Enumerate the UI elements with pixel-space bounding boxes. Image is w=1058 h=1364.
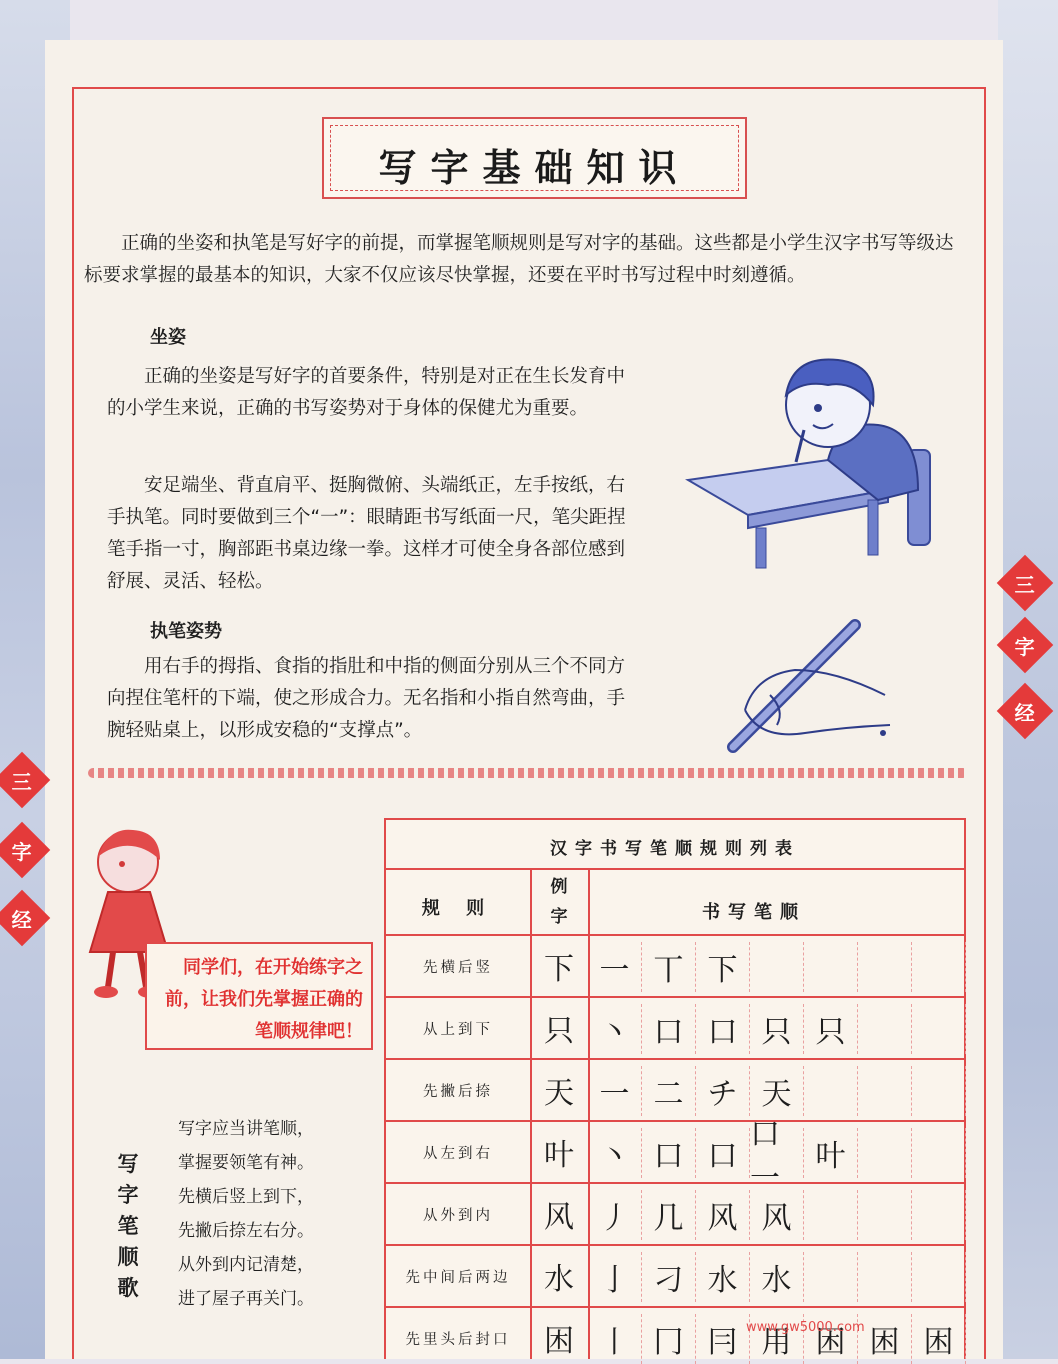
- stroke-cell: 困: [858, 1314, 912, 1364]
- table-row-strokes: [588, 1117, 966, 1196]
- stroke-cell: [804, 942, 858, 992]
- stroke-cell: [750, 942, 804, 992]
- stroke-cell: [858, 1066, 912, 1116]
- badge-san-left: 三: [0, 752, 50, 809]
- stroke-cell: [912, 1004, 966, 1054]
- stroke-cell: 刁: [642, 1252, 696, 1302]
- song-line: 写字应当讲笔顺，: [178, 1119, 314, 1139]
- stroke-cell: 冂: [642, 1314, 696, 1364]
- row-divider: [386, 996, 964, 998]
- wavy-divider: [88, 768, 968, 778]
- stroke-cell: 几: [642, 1190, 696, 1240]
- stroke-cell: 口一: [750, 1128, 804, 1178]
- row-divider: [386, 1120, 964, 1122]
- badge-zi-right: 字: [997, 617, 1054, 674]
- stroke-order-table: [384, 818, 966, 1359]
- stroke-cell: 风: [750, 1190, 804, 1240]
- table-row-rule: 从外到内: [423, 1208, 493, 1224]
- stroke-cell: 二: [642, 1066, 696, 1116]
- stroke-cell: [912, 1190, 966, 1240]
- boy-writing-illustration: [678, 350, 948, 570]
- table-row-example: 水: [544, 1262, 574, 1297]
- stroke-cell: 口: [642, 1128, 696, 1178]
- stroke-cell: 丶: [588, 1128, 642, 1178]
- stroke-cell: 用: [750, 1314, 804, 1364]
- table-row-strokes: [588, 942, 966, 992]
- speech-bubble-text: 同学们，在开始练字之前，让我们先掌握正确的笔顺规律吧！: [165, 957, 363, 1042]
- table-row-example: 只: [544, 1014, 574, 1049]
- right-border-decoration: [998, 0, 1058, 1359]
- stroke-cell: [912, 1252, 966, 1302]
- stroke-cell: 丿: [588, 1190, 642, 1240]
- row-divider: [386, 1182, 964, 1184]
- stroke-cell: 水: [696, 1252, 750, 1302]
- stroke-cell: 口: [642, 1004, 696, 1054]
- table-row-strokes: [588, 1004, 966, 1054]
- table-row-rule: 先撇后捺: [423, 1084, 493, 1100]
- stroke-cell: 亅: [588, 1252, 642, 1302]
- stroke-cell: 叶: [804, 1128, 858, 1178]
- stroke-cell: 只: [804, 1004, 858, 1054]
- stroke-cell: 丅: [642, 942, 696, 992]
- speech-bubble: [145, 942, 373, 1050]
- song-line: 先横后竖上到下，: [178, 1187, 314, 1207]
- badge-san-right: 三: [997, 555, 1054, 612]
- page-title: 写字基础知识: [378, 145, 691, 190]
- song-line: 掌握要领笔有神。: [178, 1153, 314, 1173]
- header-stroke-order: 书写笔顺: [702, 902, 806, 923]
- sitting-paragraph-2: 安足端坐、背直肩平、挺胸微俯、头端纸正，左手按纸，右手执笔。同时要做到三个“一”：眼睛距书写纸面一尺，笔尖距捏笔手指一寸，胸部距书桌边缘一拳。这样才可使全身各部位感到舒展、灵活、轻松。: [107, 475, 626, 592]
- table-row-rule: 从左到右: [423, 1146, 493, 1162]
- stroke-cell: 水: [750, 1252, 804, 1302]
- stroke-cell: [804, 1066, 858, 1116]
- sitting-heading: 坐姿: [150, 327, 186, 348]
- table-row-strokes: [588, 1252, 966, 1302]
- row-divider: [386, 1306, 964, 1308]
- table-row-example: 下: [544, 952, 574, 987]
- table-row-rule: 先中间后两边: [405, 1270, 511, 1286]
- pen-paragraph: 用右手的拇指、食指的指肚和中指的侧面分别从三个不同方向捏住笔杆的下端，使之形成合力。无名指和小指自然弯曲，手腕轻贴桌上，以形成安稳的“支撑点”。: [107, 656, 626, 741]
- stroke-cell: 天: [750, 1066, 804, 1116]
- stroke-cell: 困: [912, 1314, 966, 1364]
- table-row-strokes: [588, 1190, 966, 1240]
- stroke-cell: [912, 1128, 966, 1178]
- table-row-example: 风: [544, 1200, 574, 1235]
- row-divider: [386, 1058, 964, 1060]
- stroke-cell: [858, 1190, 912, 1240]
- stroke-cell: [804, 1252, 858, 1302]
- stroke-cell: [912, 1066, 966, 1116]
- stroke-cell: [858, 1128, 912, 1178]
- table-row-rule: 先里头后封口: [405, 1332, 511, 1348]
- header-rule: 规 则: [421, 898, 495, 919]
- table-row-example: 困: [544, 1324, 574, 1359]
- stroke-cell: 冃: [696, 1314, 750, 1364]
- stroke-cell: [912, 942, 966, 992]
- intro-paragraph: 正确的坐姿和执笔是写好字的前提，而掌握笔顺规则是写对字的基础。这些都是小学生汉字书写等级达标要求掌握的最基本的知识，大家不仅应该尽快掌握，还要在平时书写过程中时刻遵循。: [84, 233, 954, 286]
- stroke-cell: [804, 1190, 858, 1240]
- stroke-order-song: [178, 1112, 314, 1316]
- hand-holding-pen-illustration: [715, 615, 905, 755]
- table-row-example: 天: [544, 1076, 574, 1111]
- badge-jing-left: 经: [0, 890, 50, 947]
- stroke-cell: 口: [696, 1004, 750, 1054]
- stroke-cell: 只: [750, 1004, 804, 1054]
- pen-heading: 执笔姿势: [150, 621, 222, 642]
- stroke-cell: 下: [696, 942, 750, 992]
- stroke-cell: [858, 942, 912, 992]
- stroke-cell: 风: [696, 1190, 750, 1240]
- header-example: 例 字: [550, 877, 568, 927]
- sitting-paragraph-1: 正确的坐姿是写好字的首要条件，特别是对正在生长发育中的小学生来说，正确的书写姿势对于身体的保健尤为重要。: [107, 366, 626, 419]
- song-line: 进了屋子再关门。: [178, 1289, 314, 1309]
- watermark: www.gw5000.com: [746, 1320, 865, 1335]
- badge-zi-left: 字: [0, 822, 50, 879]
- stroke-cell: 丨: [588, 1314, 642, 1364]
- row-divider: [386, 1244, 964, 1246]
- song-title: 写 字 笔 顺 歌: [117, 1151, 139, 1300]
- stroke-cell: 一: [588, 1066, 642, 1116]
- table-row-rule: 从上到下: [423, 1022, 493, 1038]
- stroke-cell: 困: [804, 1314, 858, 1364]
- table-caption: 汉字书写笔顺规则列表: [550, 839, 800, 859]
- table-row-example: 叶: [544, 1138, 574, 1173]
- stroke-cell: 口: [696, 1128, 750, 1178]
- title-box: [322, 117, 747, 199]
- table-row-rule: 先横后竖: [423, 960, 493, 976]
- badge-jing-right: 经: [997, 683, 1054, 740]
- stroke-cell: 丶: [588, 1004, 642, 1054]
- stroke-cell: 一: [588, 942, 642, 992]
- song-line: 从外到内记清楚，: [178, 1255, 314, 1275]
- song-line: 先撇后捺左右分。: [178, 1221, 314, 1241]
- stroke-cell: [858, 1004, 912, 1054]
- stroke-cell: [858, 1252, 912, 1302]
- stroke-cell: チ: [696, 1066, 750, 1116]
